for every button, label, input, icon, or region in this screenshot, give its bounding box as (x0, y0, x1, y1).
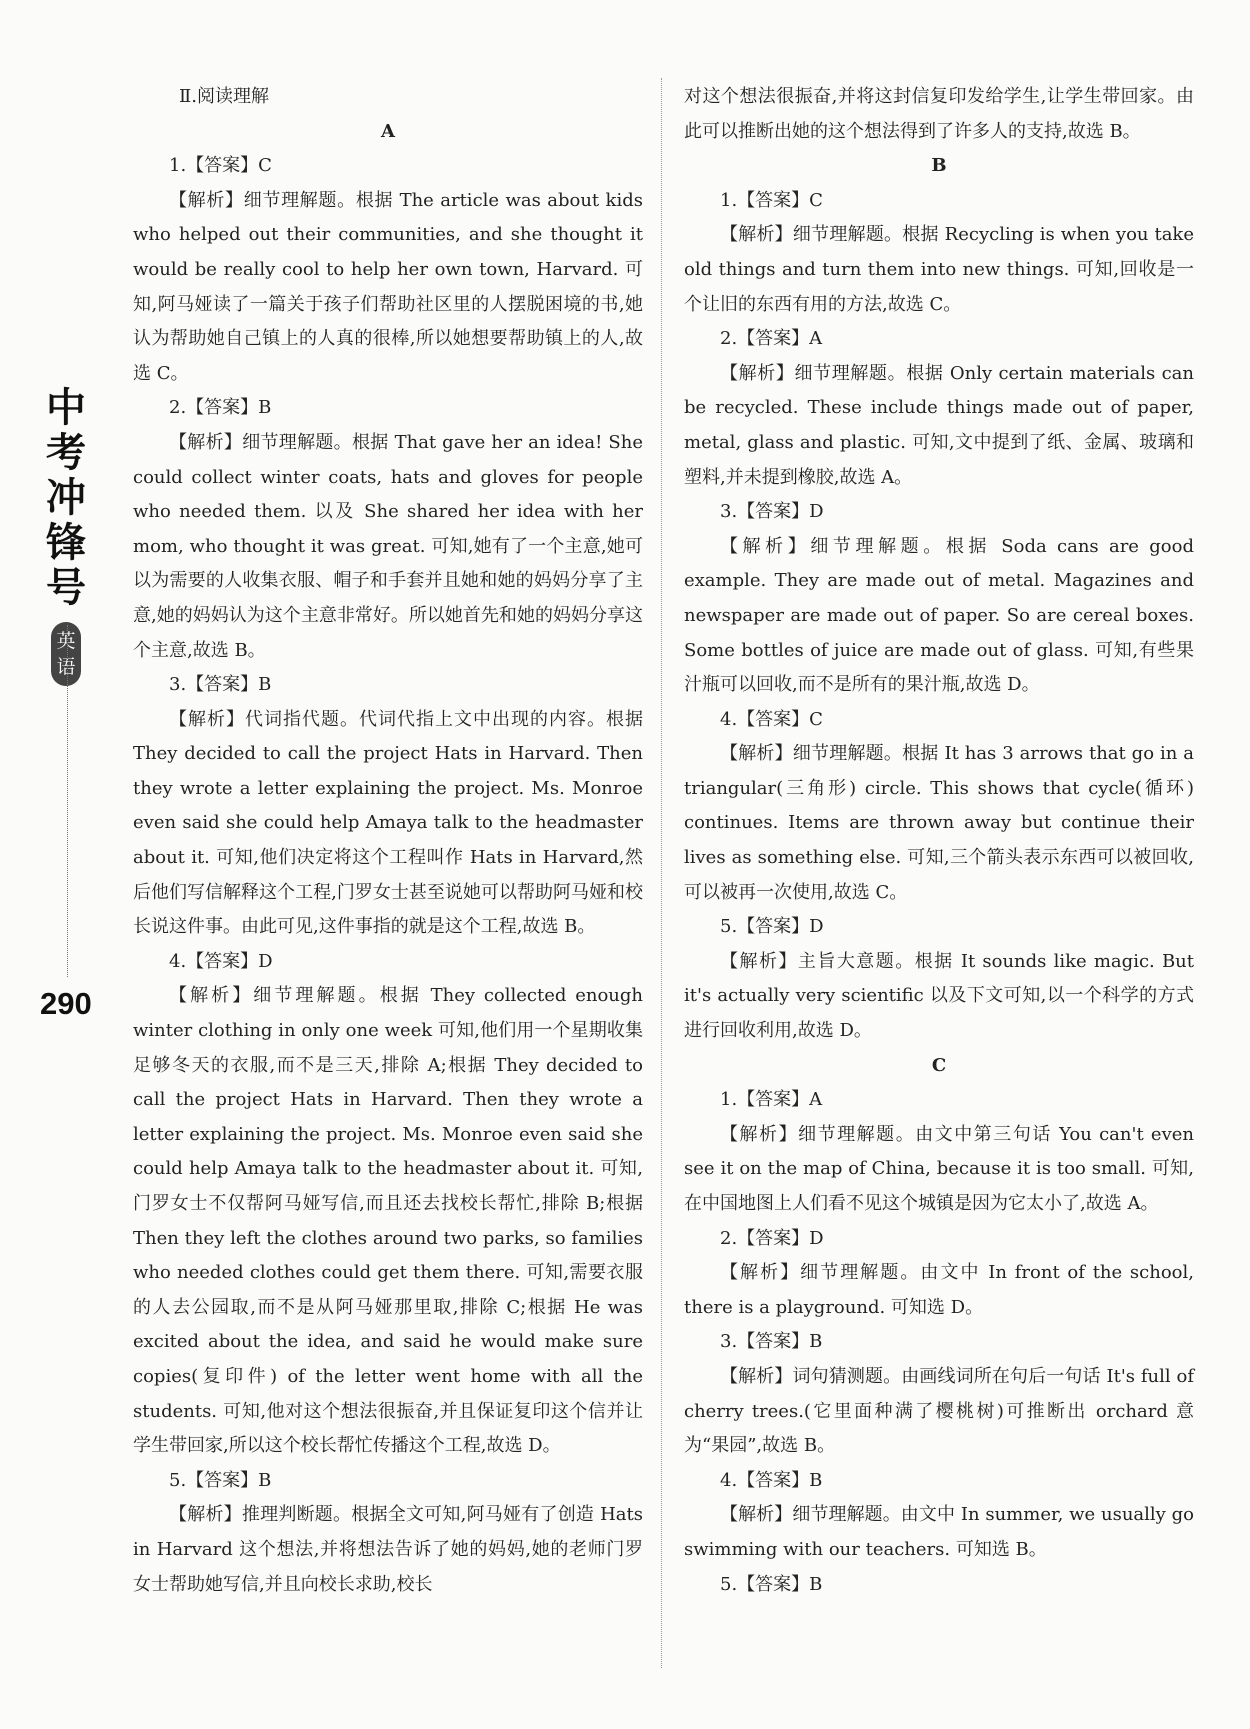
answer-line: 1.【答案】C (169, 155, 272, 177)
answer-line: 3.【答案】B (169, 674, 272, 696)
continued-paragraph: 对这个想法很振奋,并将这封信复印发给学生,让学生带回家。由此可以推断出她的这个想法得到了许多人的支持,故选 B。 (684, 86, 1194, 142)
answer-line: 2.【答案】A (720, 328, 823, 350)
analysis-paragraph: 【解析】细节理解题。由文中第三句话 You can't even see it on the map of China, because it is too small. 可知,在中国地图上人们看不见这个城镇是因为它太小了,故选 A。 (684, 1123, 1194, 1214)
section-heading: Ⅱ.阅读理解 (179, 86, 269, 107)
passage-label: A (381, 120, 395, 142)
sidebar-divider (67, 625, 69, 977)
subject-badge (51, 622, 81, 686)
answer-line: 3.【答案】B (720, 1331, 823, 1353)
subject-char: 语 (56, 656, 76, 678)
column-divider (661, 78, 662, 1668)
series-char: 考 (46, 429, 86, 476)
answer-line: 4.【答案】C (720, 708, 823, 730)
subject-char: 英 (56, 630, 76, 652)
analysis-paragraph: 【解析】细节理解题。由文中 In summer, we usually go swimming with our teachers. 可知选 B。 (684, 1504, 1194, 1560)
series-char: 锋 (46, 519, 86, 566)
answer-line: 1.【答案】C (720, 189, 823, 211)
analysis-paragraph: 【解析】主旨大意题。根据 It sounds like magic. But it's actually very scientific 以及下文可知,以一个科学的方式进行回收利用,故选 D。 (684, 950, 1194, 1042)
analysis-paragraph: 【解析】细节理解题。根据 The article was about kids who helped out their communities, and she thought it would be really cool to help her own town, Harvard. 可知,阿马娅读了一篇关于孩子们帮助社区里的人摆脱困境的书,她认为帮助她自己镇上的人真的很棒,所以她想要帮助镇上的人,故选 C。 (133, 189, 643, 384)
left-column (133, 80, 643, 1602)
series-char: 冲 (46, 474, 86, 521)
analysis-paragraph: 【解析】细节理解题。根据 Recycling is when you take old things and turn them into new things. 可知,回收是一个让旧的东西有用的方法,故选 C。 (684, 224, 1194, 315)
analysis-paragraph: 【解析】细节理解题。根据 Soda cans are good example. They are made out of metal. Magazines and newspaper are made out of paper. So are cereal boxes. Some bottles of juice are made out of glass. 可知,有些果汁瓶可以回收,而不是所有的果汁瓶,故选 D。 (684, 535, 1194, 696)
answer-line: 5.【答案】B (720, 1573, 823, 1595)
answer-line: 4.【答案】B (720, 1469, 823, 1491)
answer-line: 2.【答案】B (169, 397, 272, 419)
passage-label: B (931, 155, 947, 177)
page-number: 290 (40, 986, 92, 1021)
analysis-paragraph: 【解析】推理判断题。根据全文可知,阿马娅有了创造 Hats in Harvard 这个想法,并将想法告诉了她的妈妈,她的老师门罗女士帮助她写信,并且向校长求助,校长 (133, 1504, 643, 1595)
analysis-paragraph: 【解析】细节理解题。根据 They collected enough winter clothing in only one week 可知,他们用一个星期收集足够冬天的衣服,而不是三天,排除 A;根据 They decided to call the project Hats in Harvard. Then they wrote a letter explaining the project. Ms. Monroe even said she could help Amaya talk to the headmaster about it. 可知,门罗女士不仅帮阿马娅写信,而且还去找校长帮忙,排除 B;根据 Then they left the clothes around two parks, so families who needed clothes could get them there. 可知,需要衣服的人去公园取,而不是从阿马娅那里取,排除 C;根据 He was excited about the idea, and said he would make sure copies(复印件) of the letter went home with all the students. 可知,他对这个想法很振奋,并且保证复印这个信并让学生带回家,所以这个校长帮忙传播这个工程,故选 D。 (133, 985, 643, 1457)
series-char: 号 (46, 564, 86, 611)
passage-label: C (931, 1054, 947, 1076)
right-column (684, 80, 1194, 1602)
sidebar-series-title (46, 385, 86, 686)
answer-line: 1.【答案】A (720, 1089, 823, 1111)
answer-line: 4.【答案】D (169, 950, 273, 972)
answer-line: 3.【答案】D (720, 501, 824, 523)
analysis-paragraph: 【解析】细节理解题。根据 That gave her an idea! She could collect winter coats, hats and gloves for people who needed them. 以及 She shared her idea with her mom, who thought it was great. 可知,她有了一个主意,她可以为需要的人收集衣服、帽子和手套并且她和她的妈妈分享了主意,她的妈妈认为这个主意非常好。所以她首先和她的妈妈分享这个主意,故选 B。 (133, 431, 643, 661)
analysis-paragraph: 【解析】细节理解题。根据 It has 3 arrows that go in a triangular(三角形) circle. This shows that cycle(循环) continues. Items are thrown away but continue their lives as something else. 可知,三个箭头表示东西可以被回收,可以被再一次使用,故选 C。 (684, 743, 1194, 903)
analysis-paragraph: 【解析】词句猜测题。由画线词所在句后一句话 It's full of cherry trees.(它里面种满了樱桃树)可推断出 orchard 意为“果园”,故选 B。 (684, 1365, 1194, 1457)
analysis-paragraph: 【解析】细节理解题。根据 Only certain materials can be recycled. These include things made out of paper, metal, glass and plastic. 可知,文中提到了纸、金属、玻璃和塑料,并未提到橡胶,故选 A。 (684, 362, 1194, 488)
answer-line: 5.【答案】B (169, 1469, 272, 1491)
series-char: 中 (46, 384, 86, 431)
analysis-paragraph: 【解析】细节理解题。由文中 In front of the school, there is a playground. 可知选 D。 (684, 1262, 1194, 1318)
analysis-paragraph: 【解析】代词指代题。代词代指上文中出现的内容。根据 They decided to call the project Hats in Harvard. Then they wrote a letter explaining the project. Ms. Monroe even said she could help Amaya talk to the headmaster about it. 可知,他们决定将这个工程叫作 Hats in Harvard,然后他们写信解释这个工程,门罗女士甚至说她可以帮助阿马娅和校长说这件事。由此可见,这件事指的就是这个工程,故选 B。 (133, 708, 643, 938)
answer-line: 2.【答案】D (720, 1227, 824, 1249)
answer-line: 5.【答案】D (720, 916, 824, 938)
